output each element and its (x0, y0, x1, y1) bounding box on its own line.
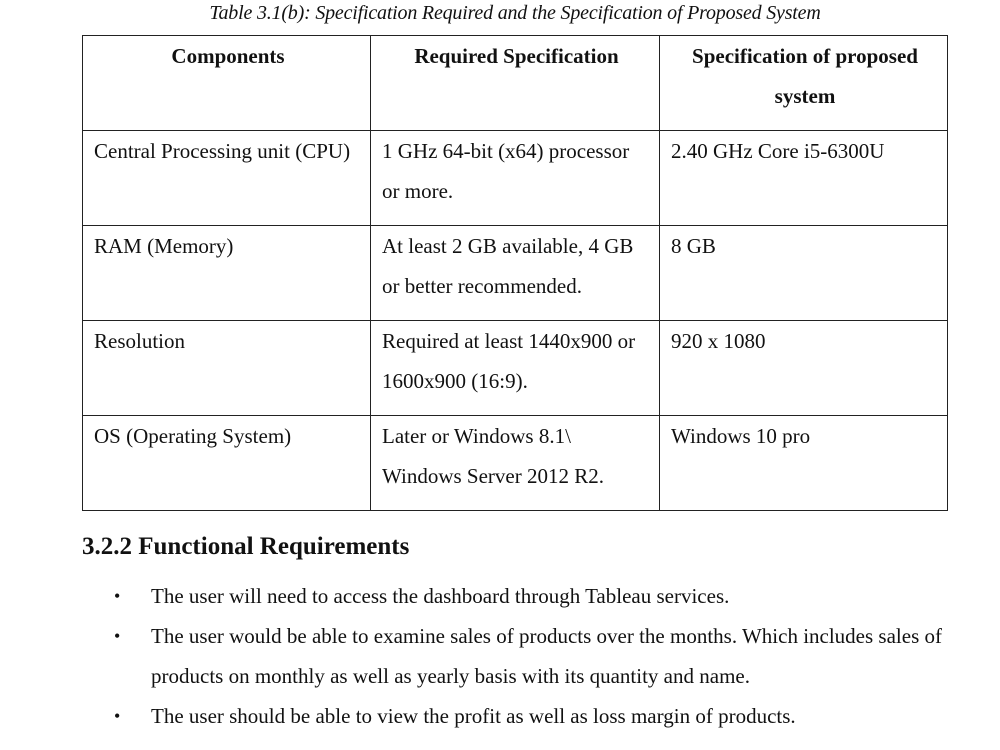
cell-required-spec: 1 GHz 64-bit (x64) processor or more. (371, 131, 660, 226)
list-item-text: The user will need to access the dashboard through Tableau services. (151, 584, 730, 608)
column-header-proposed-specification: Specification of proposed system (660, 36, 948, 131)
cell-required-spec: At least 2 GB available, 4 GB or better recommended. (371, 226, 660, 321)
cell-required-spec: Required at least 1440x900 or 1600x900 (16:9). (371, 321, 660, 416)
list-item-text: The user would be able to examine sales of products over the months. Which includes sales of products on monthly as well as yearly basis with its quantity and name. (151, 624, 942, 688)
cell-component: Resolution (83, 321, 371, 416)
table-header-row (83, 36, 948, 131)
cell-proposed-spec: Windows 10 pro (660, 416, 948, 511)
specification-table (82, 35, 948, 511)
list-item (110, 576, 960, 616)
table-row (83, 416, 948, 511)
cell-proposed-spec: 920 x 1080 (660, 321, 948, 416)
functional-requirements-list (110, 576, 960, 736)
cell-component: Central Processing unit (CPU) (83, 131, 371, 226)
table-caption: Table 3.1(b): Specification Required and the Specification of Proposed System (209, 2, 821, 24)
list-item (110, 616, 960, 696)
bullet-icon: • (114, 586, 121, 606)
table-row (83, 321, 948, 416)
column-header-required-specification: Required Specification (371, 36, 660, 131)
cell-component: OS (Operating System) (83, 416, 371, 511)
list-item (110, 696, 960, 736)
list-item-text: The user should be able to view the profit as well as loss margin of products. (151, 704, 796, 728)
cell-component: RAM (Memory) (83, 226, 371, 321)
bullet-icon: • (114, 626, 121, 646)
table-row (83, 131, 948, 226)
section-heading: 3.2.2 Functional Requirements (82, 533, 410, 560)
cell-proposed-spec: 2.40 GHz Core i5-6300U (660, 131, 948, 226)
column-header-components: Components (83, 36, 371, 131)
cell-proposed-spec: 8 GB (660, 226, 948, 321)
table-row (83, 226, 948, 321)
bullet-icon: • (114, 706, 121, 726)
cell-required-spec: Later or Windows 8.1\ Windows Server 2012 R2. (371, 416, 660, 511)
